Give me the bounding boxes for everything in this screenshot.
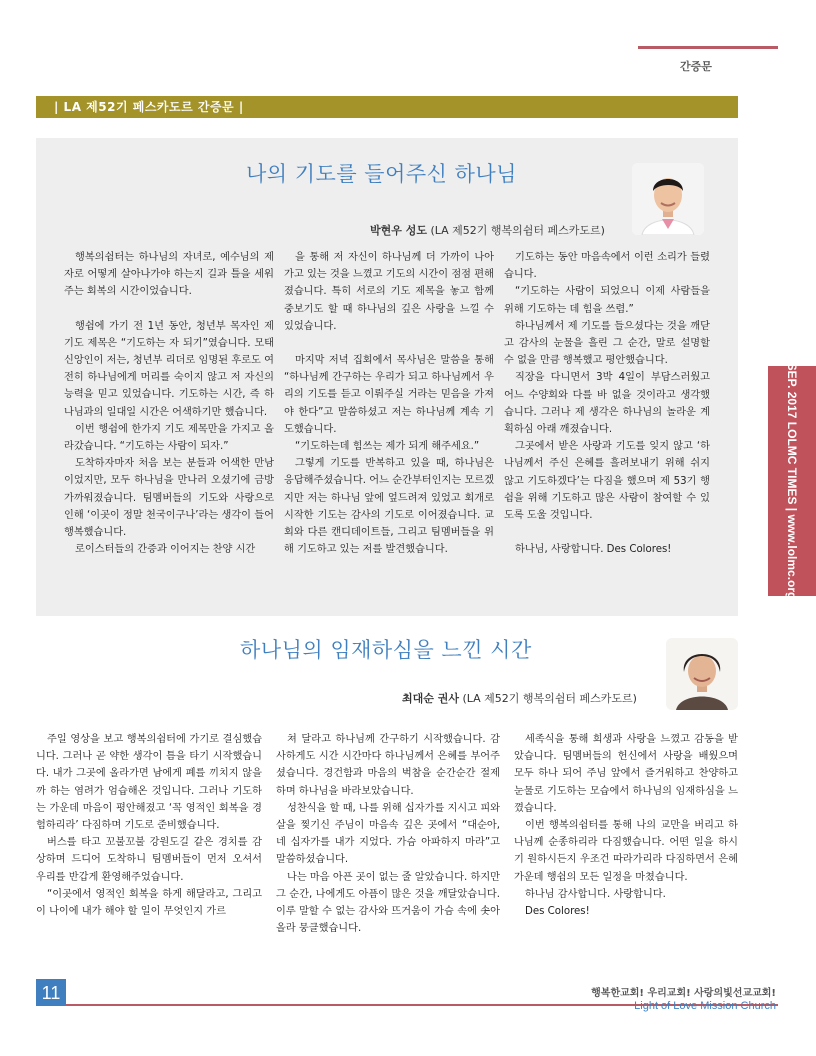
article-banner: | LA 제52기 페스카도르 간증문 | <box>36 96 738 118</box>
paragraph: 도착하자마자 처음 보는 분들과 어색한 만남이었지만, 모두 하나님을 만나러 오셨기에 금방 가까워졌습니다. 팀멤버들의 기도와 사랑으로 인해 ‘이곳이 정말 천국이구나’라는 생각이 들어 행복했습니다. <box>64 458 274 539</box>
paragraph: 기도하는 동안 마음속에서 이런 소리가 들렸습니다. <box>504 252 710 281</box>
author-name: 박현우 성도 <box>370 224 427 237</box>
paragraph: 쳐 달라고 하나님께 간구하기 시작했습니다. 감사하게도 시간 시간마다 하나님께서 은혜를 부어주셨습니다. 경건함과 마음의 벅참을 순간순간 절제하며 하나님을 바라보았습니다. <box>276 734 500 797</box>
paragraph: 로이스터들의 간증과 이어지는 찬양 시간 <box>75 544 256 556</box>
article1-column-1 <box>64 249 274 558</box>
author-note: (LA 제52기 행복의쉼터 페스카도르) <box>462 692 637 705</box>
paragraph: “기도하는 사람이 되었으니 이제 사람들을 위해 기도하는 데 힘을 쓰렴.” <box>504 286 710 315</box>
paragraph: 버스를 타고 꼬불꼬불 강원도길 같은 경치를 감상하며 드디어 도착하니 팀멤버들이 먼저 오셔서 우리를 반갑게 환영해주었습니다. <box>36 837 262 883</box>
paragraph: 직장을 다니면서 3박 4일이 부담스러웠고 어느 수양회와 다를 바 없을 것이라고 생각했습니다. 그러나 제 생각은 하나님의 놀라운 계획하심 아래 깨졌습니다. <box>504 372 710 436</box>
portrait-young-man <box>632 163 704 235</box>
article2-column-1 <box>36 731 262 920</box>
header-rule <box>638 46 778 49</box>
article1-title: 나의 기도를 들어주신 하나님 <box>246 162 517 186</box>
portrait-older-woman <box>666 638 738 710</box>
paragraph: 그렇게 기도를 반복하고 있을 때, 하나님은 응답해주셨습니다. 어느 순간부터인지는 모르겠지만 저는 하나님 앞에 엎드려져 있었고 회개로 시작한 기도는 감사의 기도로 이어졌습니다. 교회와 다른 캔디데이트들, 그리고 팀멤버들을 위해 기도하고 있는 저를 발견했습니다. <box>284 458 494 556</box>
footer-church-name: Light of Love Mission Church <box>634 1000 776 1012</box>
paragraph: 그곳에서 받은 사랑과 기도를 잊지 않고 ‘하나님께서 주신 은혜를 흘려보내기 위해 쉬지 않고 기도하겠다’는 다짐을 했으며 제 53기 행쉼을 위해 기도하고 많은 사람이 참여할 수 있도록 도울 것입니다. <box>504 441 710 522</box>
paragraph: “이곳에서 영적인 회복을 하게 해달라고, 그리고 이 나이에 내가 해야 할 일이 무엇인지 가르 <box>36 888 262 918</box>
paragraph: 행쉼에 가기 전 1년 동안, 청년부 목자인 제 기도 제목은 “기도하는 자 되기”였습니다. 모태신앙인이 저는, 청년부 리더로 임명된 후로도 여전히 하나님에게 머리를 숙이지 않고 저 자신의 능력을 믿고 있었습니다. 기도하는 시간, 즉 하나님과의 일대일 시간은 어색하기만 했습니다. <box>64 320 274 418</box>
article1-column-3 <box>504 249 710 558</box>
author-note: (LA 제52기 행복의쉼터 페스카도르) <box>430 224 605 237</box>
paragraph: 세족식을 통해 희생과 사랑을 느꼈고 감동을 받았습니다. 팀멤버들의 헌신에서 사랑을 배웠으며 모두 하나 되어 주님 앞에서 즐거워하고 찬양하고 눈물로 기도하는 모습에서 하나님의 임재하심을 느꼈습니다. <box>514 734 738 814</box>
paragraph: 을 통해 저 자신이 하나님께 더 가까이 나아가고 있는 것을 느꼈고 기도의 시간이 점점 편해졌습니다. 특히 서로의 기도 제목을 놓고 함께 중보기도 할 때 하나님의 깊은 사랑을 느낄 수 있었습니다. <box>284 252 494 332</box>
paragraph: 나는 마음 아픈 곳이 없는 줄 알았습니다. 하지만 그 순간, 나에게도 아픔이 많은 것을 깨달았습니다. 이루 말할 수 없는 감사와 뜨거움이 가슴 속에 솟아올라 뭉클했습니다. <box>276 871 500 935</box>
author-photo <box>632 163 704 235</box>
article2-column-2 <box>276 731 500 937</box>
article2-byline <box>402 690 637 706</box>
side-tab-text: SEP. 2017 LOLMC TIMES | www.lolmc.org <box>785 362 799 600</box>
section-label: 간증문 <box>680 60 712 73</box>
footer-slogan: 행복한교회! 우리교회! 사랑의빛선교교회! <box>591 988 776 999</box>
paragraph: 성찬식을 할 때, 나를 위해 십자가를 지시고 피와 살을 찢기신 주님이 마음속 깊은 곳에서 “대순아, 네 십자가를 내가 지었다. 가슴 아파하지 마라”고 말씀하셨습니다. <box>276 802 500 866</box>
paragraph: 행복의쉼터는 하나님의 자녀로, 예수님의 제자로 어떻게 살아나가야 하는지 길과 틀을 세워주는 회복의 시간이었습니다. <box>64 252 274 298</box>
paragraph: “기도하는데 힘쓰는 제가 되게 해주세요.” <box>295 441 480 453</box>
paragraph: 하나님, 사랑합니다. Des Colores! <box>515 544 672 556</box>
paragraph: 이번 행복의쉼터를 통해 나의 교만을 버리고 하나님께 순종하리라 다짐했습니다. 어떤 일을 하시기 원하시든지 우조건 따라가리라 다짐하면서 은혜 가운데 행쉼의 모든 일정을 마쳤습니다. <box>514 820 738 883</box>
paragraph: Des Colores! <box>525 906 590 918</box>
article2-title: 하나님의 임재하심을 느낀 시간 <box>240 638 532 662</box>
author-name: 최대순 권사 <box>402 692 459 705</box>
article2-column-3 <box>514 731 738 920</box>
paragraph: 하나님께서 제 기도를 들으셨다는 것을 깨닫고 감사의 눈물을 흘린 그 순간, 말로 설명할 수 없을 만큼 행복했고 평안했습니다. <box>504 320 710 367</box>
paragraph: 하나님 감사합니다. 사랑합니다. <box>525 888 666 900</box>
paragraph: 주일 영상을 보고 행복의쉼터에 가기로 결심했습니다. 그러나 곧 약한 생각이 틈을 타기 시작했습니다. 내가 그곳에 올라가면 남에게 폐를 끼치지 않을까 하는 염려가 엄습해온 것입니다. 그러나 기도하는 가운데 마음이 평안해졌고 ‘꼭 영적인 회복을 경험하리라’ 다짐하며 기도로 준비했습니다. <box>36 734 262 832</box>
author-photo <box>666 638 738 710</box>
paragraph: 이번 행쉼에 한가지 기도 제목만을 가지고 올라갔습니다. “기도하는 사람이 되자.” <box>64 423 274 453</box>
page-number: 11 <box>36 979 66 1006</box>
article1-byline <box>370 222 605 238</box>
side-tab <box>768 362 816 600</box>
article1-column-2 <box>284 249 494 558</box>
paragraph: 마지막 저녁 집회에서 목사님은 말씀을 통해 “하나님께 간구하는 우리가 되고 하나님께서 우리의 기도를 듣고 이뤄주실 거라는 믿음을 가져야 한다”고 말씀하셨고 저는 하나님께 계속 기도했습니다. <box>284 355 494 435</box>
